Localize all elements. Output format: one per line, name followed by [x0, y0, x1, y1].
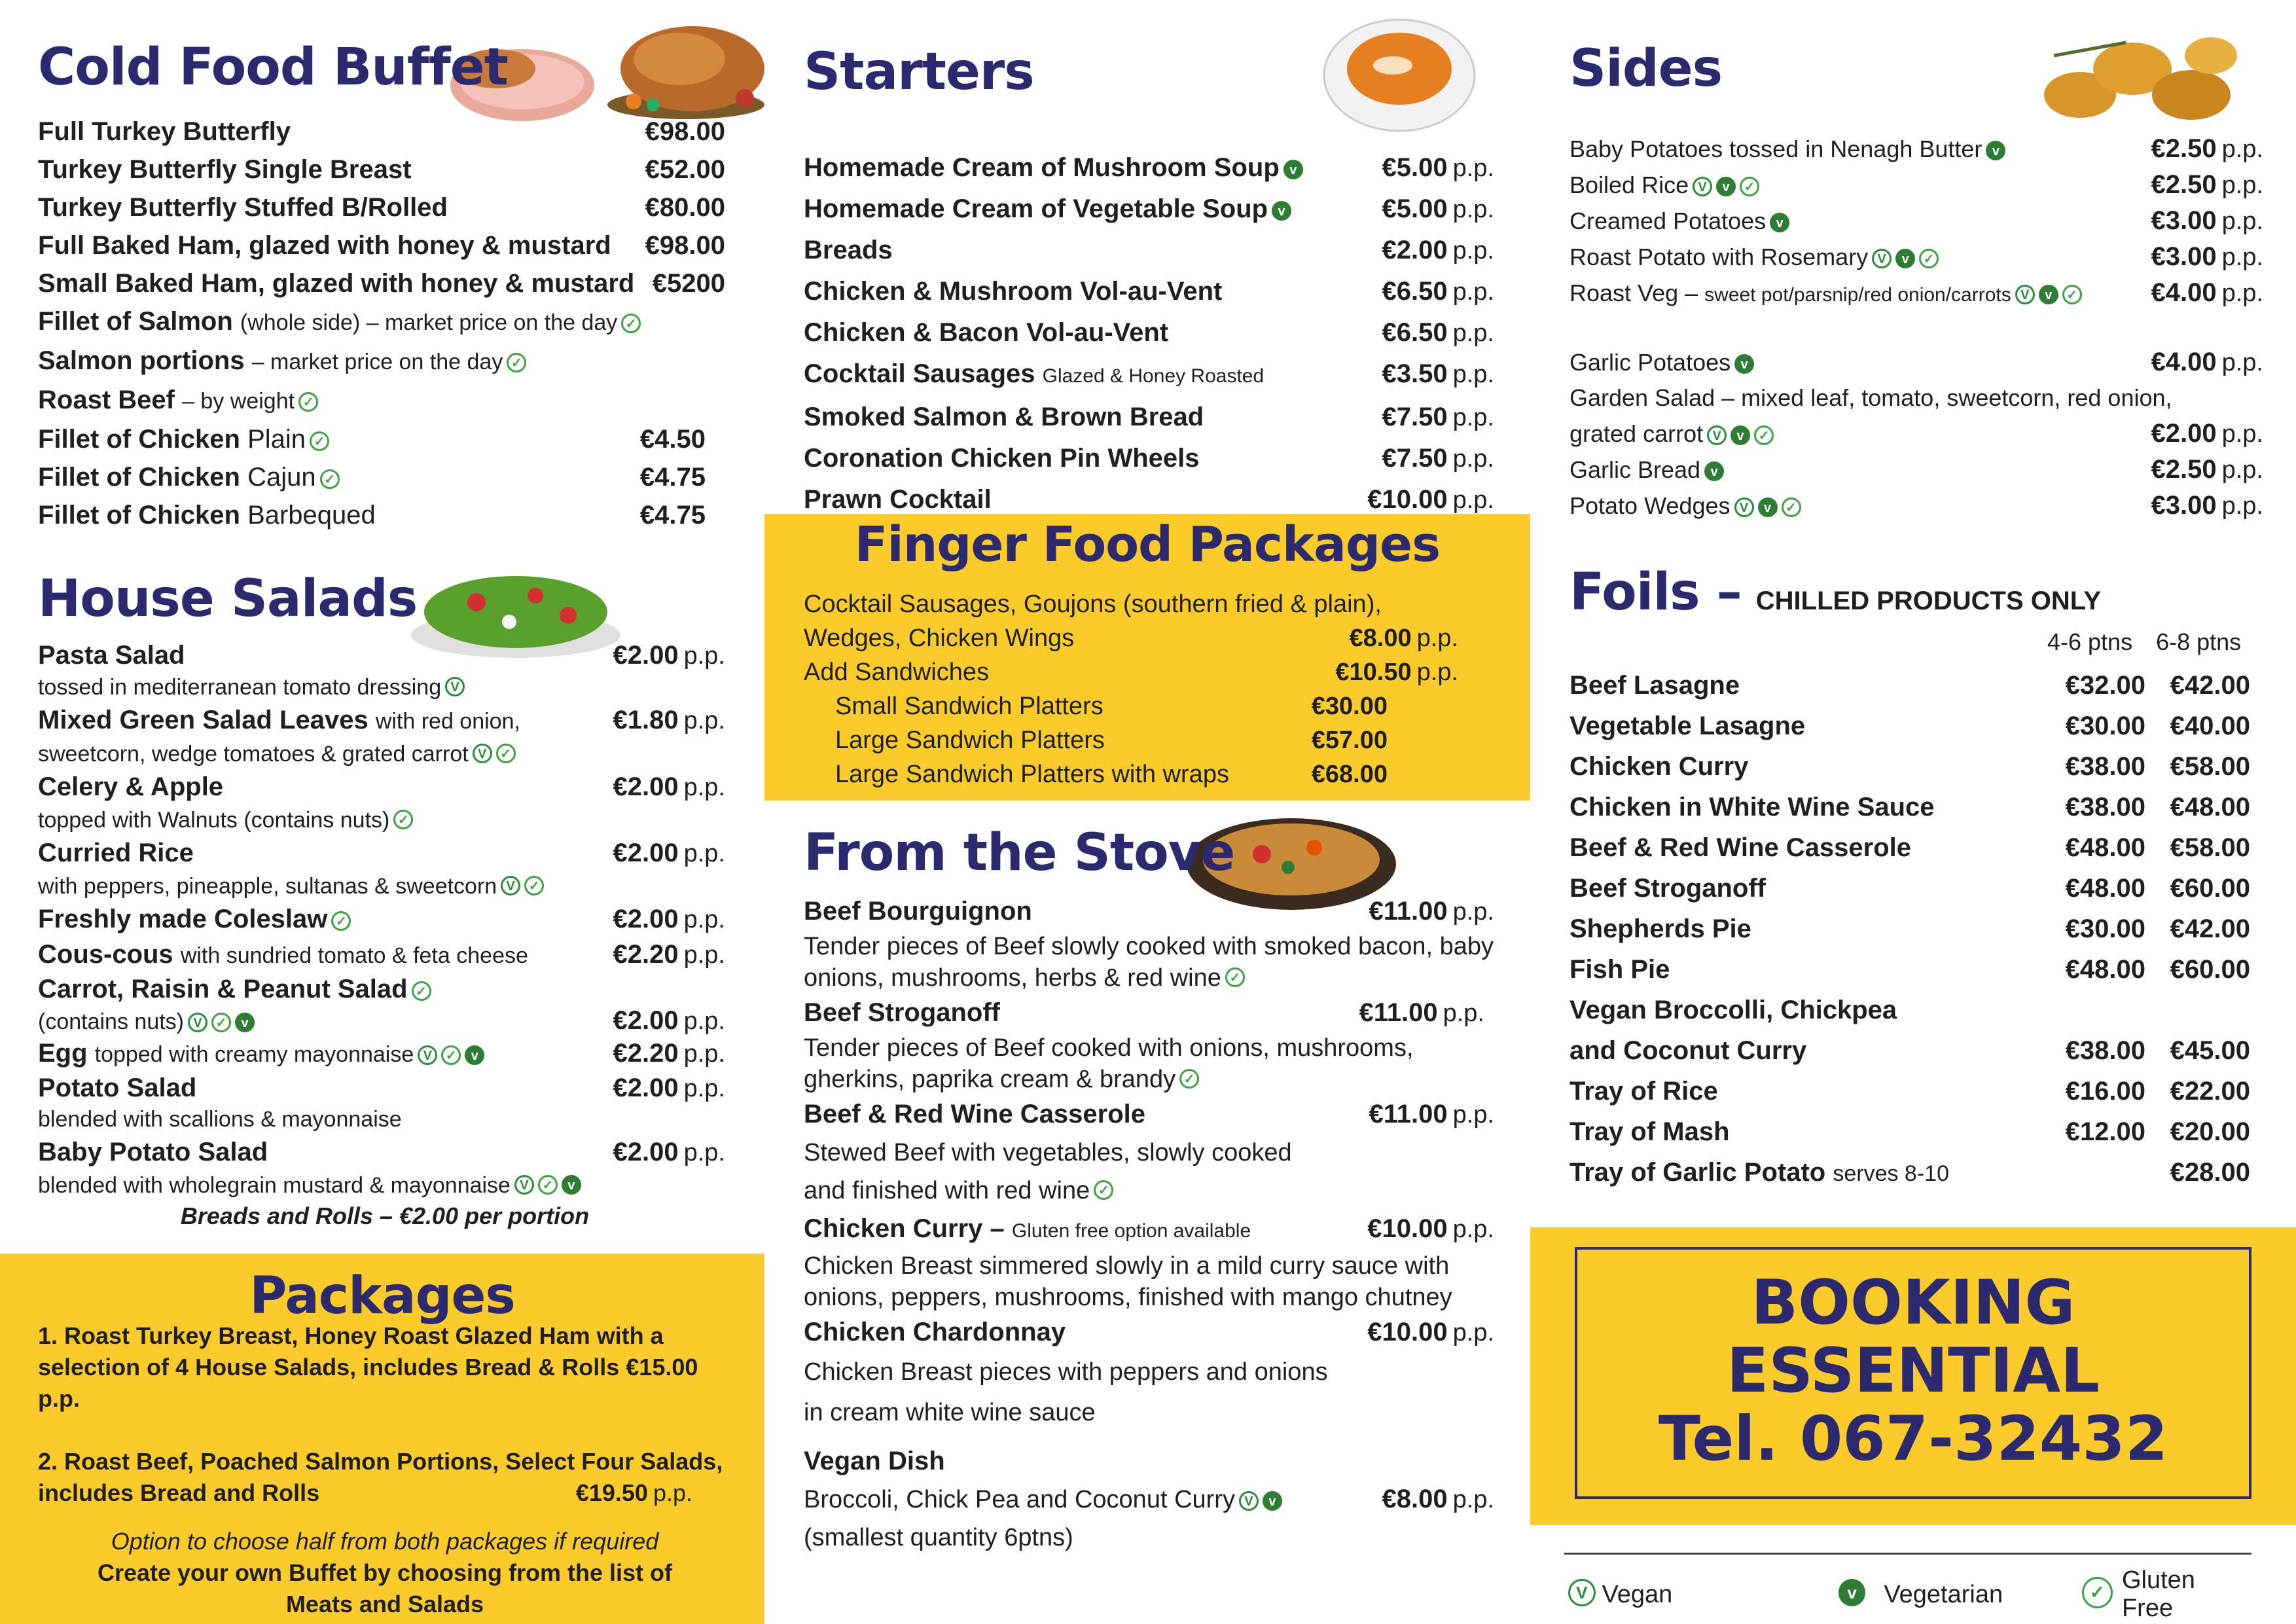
- soup-bowl-image: [1321, 10, 1478, 134]
- gluten-free-icon: ✓: [320, 469, 340, 489]
- list-item: Smoked Salmon & Brown Bread €7.50 p.p.: [804, 403, 1494, 431]
- vegetarian-icon: v: [1704, 461, 1724, 481]
- cold-food-buffet-list: [38, 113, 725, 534]
- list-item: Breads €2.00 p.p.: [804, 236, 1494, 264]
- list-item: Beef Stroganoff €48.00 €60.00: [1570, 874, 2250, 903]
- list-item: Tray of Mash €12.00 €20.00: [1570, 1117, 2250, 1146]
- vegetarian-icon: v: [465, 1045, 484, 1065]
- list-item: Roast Potato with Rosemary V v ✓ €3.00 p.p.: [1570, 242, 2263, 271]
- breads-rolls-note: Breads and Rolls – €2.00 per portion: [180, 1202, 590, 1229]
- list-item: Potato Salad €2.00 p.p.: [38, 1074, 725, 1102]
- vegan-icon: V: [1707, 425, 1727, 445]
- finger-food-panel: Finger Food Packages Cocktail Sausages, Goujons (southern fried & plain), Wedges, Chicken Wings €8.00 p.p. Add Sandwiches €10.50 p.p. Small Sandwich Platters €30.00 Large Sandwich Platters €57.00 Large Sandwich Platters with wraps €68.00: [764, 514, 1530, 801]
- packages-title: Packages: [249, 1267, 515, 1326]
- packages-panel: Packages 1. Roast Turkey Breast, Honey Roast Glazed Ham with a selection of 4 House Salads, includes Bread & Rolls €15.00 p.p. 2. Roast Beef, Poached Salmon Portions, Select Four Salads, includes Bread and Rolls €19.50 p.p. Option to choose half from both packages if required Create your own Buffet by choosing from the list of Meats and Salads: [0, 1254, 764, 1624]
- list-item: Fillet of Chicken Barbequed €4.75: [38, 501, 706, 530]
- list-item: Chicken & Mushroom Vol-au-Vent €6.50 p.p.: [804, 277, 1494, 306]
- list-item: Beef Stroganoff €11.00 p.p.: [804, 998, 1484, 1027]
- list-item: grated carrot V v ✓ €2.00 p.p.: [1570, 419, 2263, 448]
- vegetarian-icon: v: [1263, 1491, 1282, 1511]
- dietary-legend: V Vegan v Vegetarian ✓ Gluten Free: [1564, 1553, 2251, 1623]
- list-item: Chicken in White Wine Sauce €38.00 €48.00: [1570, 793, 2250, 821]
- sides-title: Sides: [1570, 39, 1723, 98]
- gluten-free-icon: ✓: [1179, 1069, 1199, 1089]
- gluten-free-icon: ✓: [441, 1045, 461, 1065]
- vegan-icon: V: [1568, 1579, 1596, 1606]
- vegetarian-icon: v: [1272, 201, 1291, 221]
- list-item: Salmon portions – market price on the day ✓: [38, 342, 725, 381]
- stove-list: Beef Bourguignon €11.00 p.p. Tender pieces of Beef slowly cooked with smoked bacon, baby onions, mushrooms, herbs & red wine ✓ Beef Stroganoff €11.00 p.p. Tender pieces of Beef cooked with onions, mushrooms, gherkins, paprika cream & brandy ✓ Beef & Red Wine Casserole €11.00 p.p. Stewed Beef with vegetables, slowly cooked and finished with red wine ✓ Chicken Curry – Gluten free option available €10.00 p.p. Chicken Breast simmered slowly in a mild curry sauce with onions, peppers, mushrooms, finished with mango chutney Chicken Chardonnay €10.00 p.p. Chicken Breast pieces with peppers and onions in cream white wine sauce Vegan Dish Broccoli, Chick Pea and Coconut Curry V v €8.00 p.p. (smallest quantity 6ptns): [804, 892, 1494, 1557]
- vegetarian-icon: v: [1839, 1579, 1866, 1606]
- vegetarian-icon: v: [235, 1013, 255, 1032]
- gluten-free-icon: ✓: [1094, 1180, 1113, 1200]
- gluten-free-icon: ✓: [1782, 497, 1801, 517]
- list-item: Roast Veg – sweet pot/parsnip/red onion/carrots V v ✓ €4.00 p.p.: [1570, 278, 2263, 307]
- starters-list: [804, 147, 1494, 520]
- list-item: Garden Salad – mixed leaf, tomato, sweetcorn, red onion,: [1570, 384, 2172, 411]
- vegan-icon: V: [1693, 177, 1712, 196]
- gluten-free-icon: ✓: [393, 810, 413, 829]
- gluten-free-icon: ✓: [496, 744, 516, 763]
- gluten-free-icon: ✓: [1754, 425, 1774, 445]
- gluten-free-icon: ✓: [298, 392, 318, 412]
- list-item: Cous-cous with sundried tomato & feta cheese €2.20 p.p.: [38, 940, 725, 969]
- list-item: Chicken Curry €38.00 €58.00: [1570, 752, 2250, 781]
- list-item: Cocktail Sausages Glazed & Honey Roasted €3.50 p.p.: [804, 359, 1494, 388]
- list-item: Beef Bourguignon €11.00 p.p.: [804, 897, 1494, 926]
- list-item: Fillet of Chicken Cajun ✓ €4.75: [38, 463, 706, 492]
- vegan-icon: V: [2015, 285, 2035, 304]
- list-item: Beef & Red Wine Casserole €48.00 €58.00: [1570, 833, 2250, 862]
- list-item: Large Sandwich Platters with wraps €68.00: [835, 761, 1388, 788]
- vegetarian-icon: v: [1770, 213, 1789, 232]
- vegan-icon: V: [501, 876, 520, 895]
- list-item: Roast Beef – by weight ✓: [38, 381, 725, 420]
- list-item: Beef & Red Wine Casserole €11.00 p.p.: [804, 1100, 1494, 1128]
- foils-list: [1570, 665, 2250, 1194]
- gluten-free-icon: ✓: [1225, 967, 1245, 987]
- list-item: Baby Potato Salad €2.00 p.p.: [38, 1138, 725, 1166]
- house-salads-title: House Salads: [38, 569, 418, 628]
- vegan-icon: V: [473, 744, 492, 763]
- vegan-icon: V: [188, 1013, 207, 1032]
- list-item: Boiled Rice V v ✓ €2.50 p.p.: [1570, 170, 2263, 199]
- gluten-free-icon: ✓: [524, 876, 544, 895]
- house-salads-list: Pasta Salad €2.00 p.p. tossed in mediterranean tomato dressing V Mixed Green Salad Leaves with red onion, €1.80 p.p. sweetcorn, wedge tomatoes & grated carrot V ✓ Celery & Apple €2.00 p.p. topped with Walnuts (contains nuts) ✓ Curried Rice €2.00 p.p. with peppers, pineapple, sultanas & sweetcorn V ✓ Freshly made Coleslaw ✓ €2.00 p.p. Cous-cous with sundried tomato & feta cheese €2.20 p.p. Carrot, Raisin & Peanut Salad ✓ (contains nuts) V ✓ v €2.00 p.p. Egg topped with creamy mayonnaise V ✓ v €2.20 p.p. Potato Salad €2.00 p.p. blended with scallions & mayonnaise Baby Potato Salad €2.00 p.p. blended with wholegrain mustard & mayonnaise V ✓ v Breads and Rolls – €2.00 per portion: [38, 638, 725, 1233]
- list-item: Curried Rice €2.00 p.p.: [38, 839, 725, 867]
- list-item: Full Baked Ham, glazed with honey & mustard €98.00: [38, 231, 725, 260]
- vegetarian-icon: v: [1758, 497, 1778, 517]
- gluten-free-icon: ✓: [1740, 177, 1759, 196]
- list-item: Turkey Butterfly Single Breast €52.00: [38, 155, 725, 184]
- gluten-free-icon: ✓: [331, 911, 351, 931]
- gluten-free-icon: ✓: [2062, 285, 2082, 304]
- gluten-free-icon: ✓: [310, 431, 329, 451]
- list-item: Creamed Potatoes v €3.00 p.p.: [1570, 206, 2263, 235]
- vegetarian-icon: v: [1283, 160, 1303, 179]
- list-item: Coronation Chicken Pin Wheels €7.50 p.p.: [804, 444, 1494, 473]
- list-item: Shepherds Pie €30.00 €42.00: [1570, 914, 2250, 943]
- vegan-icon: V: [418, 1045, 437, 1065]
- vegetarian-icon: v: [562, 1175, 581, 1195]
- list-item: Garlic Potatoes v €4.00 p.p.: [1570, 348, 2263, 376]
- list-item: Tray of Garlic Potato serves 8-10 €28.00: [1570, 1158, 2250, 1187]
- gluten-free-icon: ✓: [538, 1175, 558, 1195]
- list-item: Baby Potatoes tossed in Nenagh Butter v €2.50 p.p.: [1570, 134, 2263, 163]
- list-item: Chicken & Bacon Vol-au-Vent €6.50 p.p.: [804, 318, 1494, 347]
- list-item: Garlic Bread v €2.50 p.p.: [1570, 455, 2263, 484]
- list-item: and Coconut Curry €38.00 €45.00: [1570, 1036, 2250, 1065]
- list-item: Potato Wedges V v ✓ €3.00 p.p.: [1570, 491, 2263, 520]
- foils-subtitle: CHILLED PRODUCTS ONLY: [1755, 586, 2102, 615]
- list-item: Pasta Salad €2.00 p.p.: [38, 641, 725, 670]
- vegan-icon: V: [1734, 497, 1754, 517]
- list-item: Mixed Green Salad Leaves with red onion, €1.80 p.p.: [38, 706, 725, 734]
- gluten-free-icon: ✓: [1919, 249, 1939, 268]
- list-item: Chicken Chardonnay €10.00 p.p.: [804, 1318, 1494, 1346]
- gluten-free-icon: ✓: [211, 1013, 231, 1032]
- list-item: Homemade Cream of Mushroom Soup v €5.00 p.p.: [804, 153, 1494, 182]
- list-item: Broccoli, Chick Pea and Coconut Curry V v €8.00 p.p.: [804, 1485, 1494, 1513]
- vegetarian-icon: v: [1986, 141, 2005, 160]
- vegan-icon: V: [514, 1175, 534, 1195]
- list-item: Fish Pie €48.00 €60.00: [1570, 955, 2250, 984]
- roast-potatoes-image: [2034, 16, 2244, 128]
- list-item: Freshly made Coleslaw ✓ €2.00 p.p.: [38, 905, 725, 933]
- gluten-free-icon: ✓: [621, 314, 641, 333]
- vegan-icon: V: [1872, 249, 1892, 268]
- list-item: Egg topped with creamy mayonnaise V ✓ v €2.20 p.p.: [38, 1039, 725, 1068]
- gluten-free-icon: ✓: [2082, 1577, 2113, 1608]
- vegetarian-icon: v: [2039, 285, 2058, 304]
- finger-food-title: Finger Food Packages: [854, 516, 1441, 573]
- list-item: Chicken Curry – Gluten free option available €10.00 p.p.: [804, 1214, 1494, 1243]
- starters-title: Starters: [804, 43, 1034, 101]
- foils-header: [1570, 563, 2101, 622]
- vegan-icon: V: [1239, 1491, 1259, 1511]
- list-item: Beef Lasagne €32.00 €42.00: [1570, 671, 2250, 700]
- foils-title: Foils –: [1570, 563, 1742, 622]
- vegetarian-icon: v: [1895, 249, 1915, 268]
- list-item: Homemade Cream of Vegetable Soup v €5.00 p.p.: [804, 194, 1494, 223]
- foils-col-headers: 4-6 ptns 6-8 ptns: [2047, 628, 2242, 655]
- list-item: Fillet of Salmon (whole side) – market price on the day ✓: [38, 302, 725, 342]
- list-item: Celery & Apple €2.00 p.p.: [38, 772, 725, 801]
- list-item: Carrot, Raisin & Peanut Salad ✓: [38, 972, 725, 1006]
- gluten-free-icon: ✓: [507, 353, 526, 372]
- vegetarian-icon: v: [1734, 354, 1754, 374]
- from-the-stove-title: From the Stove: [804, 823, 1235, 882]
- list-item: Fillet of Chicken Plain ✓ €4.50: [38, 425, 706, 454]
- list-item: Vegan Broccolli, Chickpea: [1570, 996, 1897, 1024]
- list-item: Small Baked Ham, glazed with honey & mustard €5200: [38, 269, 725, 298]
- list-item: Turkey Butterfly Stuffed B/Rolled €80.00: [38, 193, 725, 222]
- gluten-free-icon: ✓: [412, 981, 431, 1001]
- booking-box: BOOKING ESSENTIAL Tel. 067-32432: [1575, 1247, 2251, 1499]
- list-item: Small Sandwich Platters €30.00: [835, 693, 1388, 720]
- booking-panel: [1530, 1227, 2296, 1525]
- list-item: Full Turkey Butterfly €98.00: [38, 117, 725, 146]
- list-item: Vegetable Lasagne €30.00 €40.00: [1570, 712, 2250, 740]
- list-item: Tray of Rice €16.00 €22.00: [1570, 1077, 2250, 1106]
- sides-list: [1570, 131, 2263, 524]
- vegetarian-icon: v: [1716, 177, 1736, 196]
- list-item: Large Sandwich Platters €57.00: [835, 727, 1388, 754]
- list-item: Prawn Cocktail €10.00 p.p.: [804, 485, 1494, 514]
- vegan-dish-title: Vegan Dish: [804, 1447, 945, 1475]
- cold-food-buffet-title: Cold Food Buffet: [38, 38, 508, 97]
- vegan-icon: V: [445, 677, 465, 696]
- vegetarian-icon: v: [1731, 425, 1750, 445]
